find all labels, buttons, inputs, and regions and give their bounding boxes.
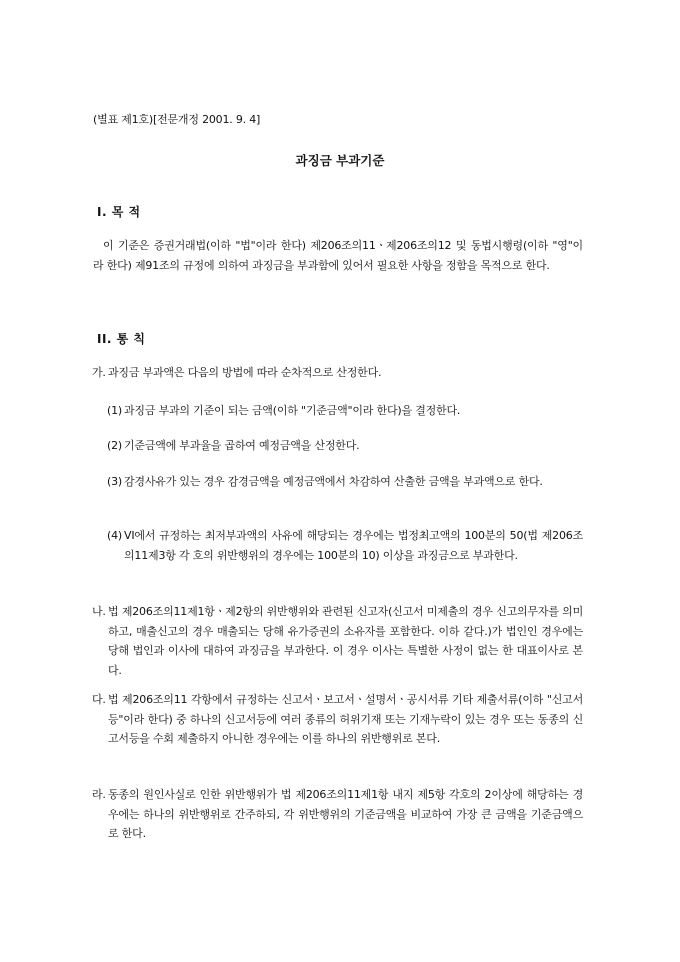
clause-text: 과징금 부과액은 다음의 방법에 따라 순차적으로 산정한다. xyxy=(108,366,382,379)
clause-text: 법 제206조의11제1항ㆍ제2항의 위반행위와 관련된 신고자(신고서 미제출의 경우 신고의무자를 의미하고, 매출신고의 경우 매출되는 당해 유가증권의 소유자를 포함한다. 이하 같다.)가 법인인 경우에는 당해 법인과 이사에 대하여 과징금을 부과한다. 이 경우 이사는 특별한 사정이 없는 한 대표이사로 본다. xyxy=(108,605,583,677)
sub-text: VI에서 규정하는 최저부과액의 사유에 해당되는 경우에는 법정최고액의 100분의 50(법 제206조의11제3항 각 호의 위반행위의 경우에는 100분의 10) 이상을 과징금으로 부과한다. xyxy=(124,529,583,562)
sub-marker: (2) xyxy=(107,439,122,452)
sub-text: 기준금액에 부과율을 곱하여 예정금액을 산정한다. xyxy=(124,439,360,452)
sub-text: 과징금 부과의 기준이 되는 금액(이하 "기준금액"이라 한다)을 결정한다. xyxy=(124,404,461,417)
annex-header: (별표 제1호)[전문개정 2001. 9. 4] xyxy=(93,113,261,126)
clause-da xyxy=(92,690,583,749)
clause-marker: 나. xyxy=(92,605,106,618)
section-2-heading: II. 통 칙 xyxy=(97,332,146,346)
sub-item-1 xyxy=(107,401,583,421)
sub-text: 감경사유가 있는 경우 감경금액을 예정금액에서 차감하여 산출한 금액을 부과액으로 한다. xyxy=(124,475,543,488)
clause-marker: 다. xyxy=(92,693,106,706)
sub-marker: (3) xyxy=(107,475,122,488)
sub-item-2 xyxy=(107,436,583,456)
clause-ra xyxy=(92,785,583,844)
document-title: 과징금 부과기준 xyxy=(295,153,385,168)
section-1-body: 이 기준은 증권거래법(이하 "법"이라 한다) 제206조의11ㆍ제206조의12 및 동법시행령(이하 "영"이라 한다) 제91조의 규정에 의하여 과징금을 부과함에 있어서 필요한 사항을 정함을 목적으로 한다. xyxy=(93,239,583,272)
section-1-heading: I. 목 적 xyxy=(97,205,141,219)
clause-ga xyxy=(92,363,583,383)
sub-marker: (1) xyxy=(107,404,122,417)
clause-text: 법 제206조의11 각항에서 규정하는 신고서ㆍ보고서ㆍ설명서ㆍ공시서류 기타 제출서류(이하 "신고서등"이라 한다) 중 하나의 신고서등에 여러 종류의 허위기재 또는 기재누락이 있는 경우 또는 동종의 신고서등을 수회 제출하지 아니한 경우에는 이를 하나의 위반행위로 본다. xyxy=(108,693,583,745)
clause-na xyxy=(92,602,583,680)
clause-marker: 라. xyxy=(92,788,106,801)
sub-item-4 xyxy=(107,526,583,565)
sub-item-3 xyxy=(107,472,583,492)
clause-marker: 가. xyxy=(92,366,106,379)
clause-text: 동종의 원인사실로 인한 위반행위가 법 제206조의11제1항 내지 제5항 각호의 2이상에 해당하는 경우에는 하나의 위반행위로 간주하되, 각 위반행위의 기준금액을 비교하여 가장 큰 금액을 기준금액으로 한다. xyxy=(108,788,583,840)
sub-marker: (4) xyxy=(107,529,122,542)
